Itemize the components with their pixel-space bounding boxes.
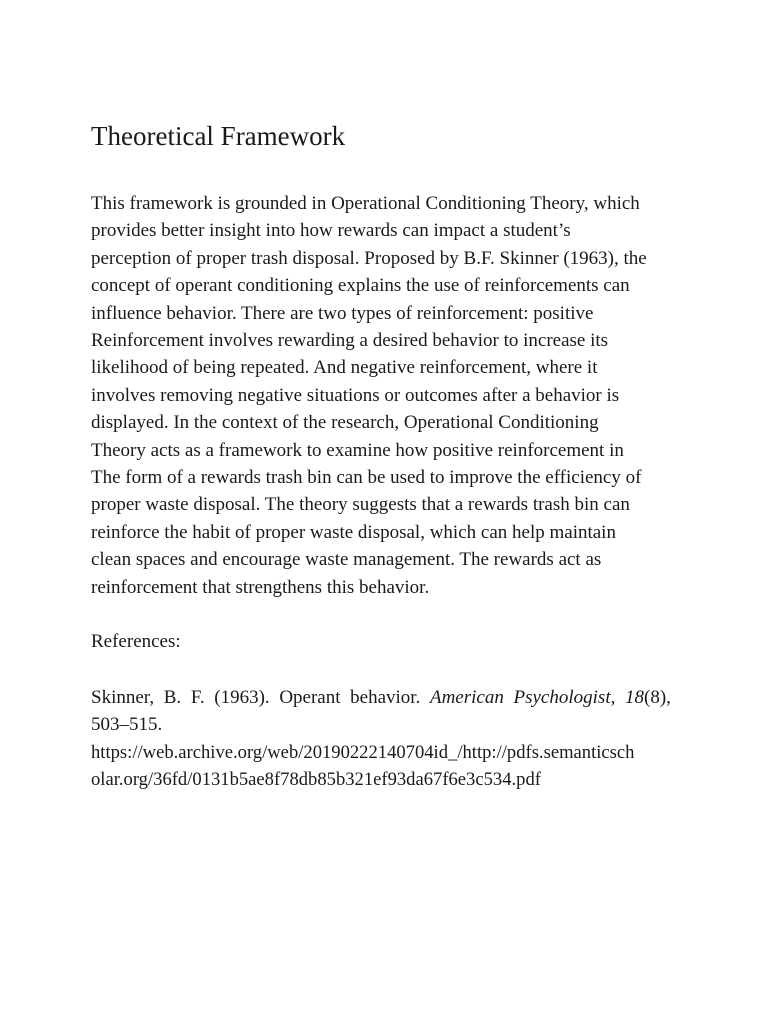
paragraph-line: provides better insight into how rewards can impact a student’s — [91, 220, 571, 242]
paragraph-line: influence behavior. There are two types of reinforcement: positive — [91, 302, 594, 324]
citation-journal-word: Psychologist, — [513, 687, 616, 708]
paragraph-line: perception of proper trash disposal. Proposed by B.F. Skinner (1963), the — [91, 247, 647, 269]
paragraph-line: reinforcement that strengthens this behavior. — [91, 576, 430, 598]
citation-issue: (8), — [644, 687, 671, 708]
citation-year: (1963). — [214, 687, 270, 708]
citation-title-word: behavior. — [350, 687, 421, 708]
citation-pages: 503–515. — [91, 714, 163, 736]
references-heading: References: — [91, 631, 181, 652]
citation-url-link[interactable] — [91, 739, 671, 794]
paragraph-line: Theory acts as a framework to examine how positive reinforcement in — [91, 439, 624, 461]
citation-initials: B. — [163, 687, 182, 708]
paragraph-line: proper waste disposal. The theory suggests that a rewards trash bin can — [91, 494, 630, 516]
page-title: Theoretical Framework — [91, 121, 346, 151]
citation-title-word: Operant — [279, 687, 341, 708]
paragraph-line: displayed. In the context of the research, Operational Conditioning — [91, 412, 599, 434]
paragraph-line: involves removing negative situations or outcomes after a behavior is — [91, 384, 620, 406]
citation-first-line — [91, 684, 671, 711]
paragraph-line: Reinforcement involves rewarding a desired behavior to increase its — [91, 330, 609, 352]
framework-paragraph — [91, 190, 691, 601]
citation-volume: 18 — [625, 687, 644, 708]
citation-url-line: olar.org/36fd/0131b5ae8f78db85b321ef93da67f6e3c534.pdf — [91, 769, 541, 791]
citation-url-line: https://web.archive.org/web/20190222140704id_/http://pdfs.semanticsch — [91, 741, 635, 763]
paragraph-line: likelihood of being repeated. And negative reinforcement, where it — [91, 357, 598, 379]
paragraph-line: This framework is grounded in Operational Conditioning Theory, which — [91, 193, 640, 214]
paragraph-line: concept of operant conditioning explains the use of reinforcements can — [91, 275, 630, 297]
citation-authors: Skinner, — [91, 687, 155, 708]
citation-initials-2: F. — [190, 687, 205, 708]
paragraph-line: The form of a rewards trash bin can be used to improve the efficiency of — [91, 467, 642, 489]
citation-volume-issue — [625, 684, 671, 711]
paragraph-line: clean spaces and encourage waste management. The rewards act as — [91, 549, 602, 571]
reference-citation — [91, 684, 671, 794]
paragraph-line: reinforce the habit of proper waste disposal, which can help maintain — [91, 521, 616, 543]
citation-journal-word: American — [429, 687, 504, 708]
